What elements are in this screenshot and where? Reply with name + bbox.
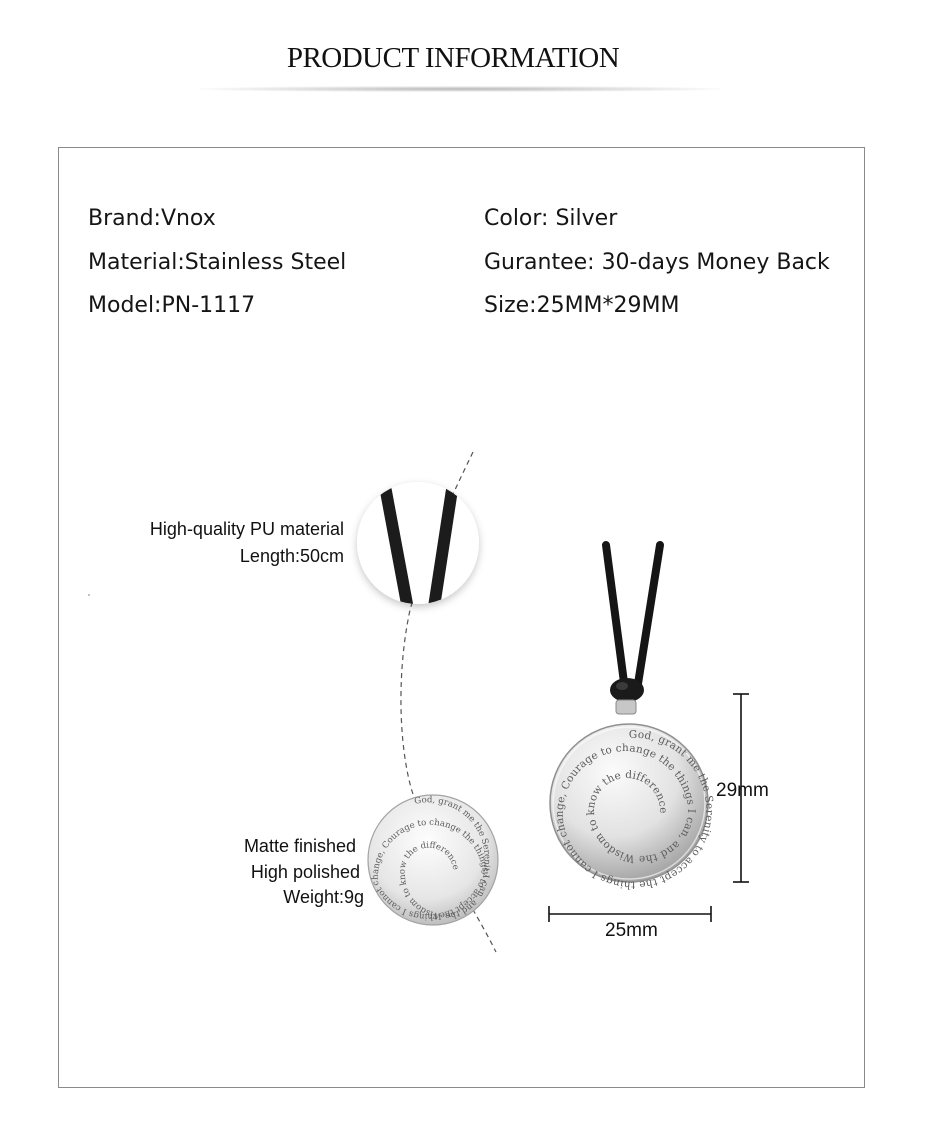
weight-label: Weight:9g <box>283 887 364 907</box>
height-dimension-label: 29mm <box>716 780 769 801</box>
cord-length-label: Length:50cm <box>239 546 344 566</box>
finish-polished-label: High polished <box>250 862 360 882</box>
spec-size: Size:25MM*29MM <box>484 293 680 318</box>
finish-matte-label: Matte finished <box>243 836 356 856</box>
width-dimension-label: 25mm <box>605 920 658 941</box>
pendant-engraving-small: God, grant me the Serenity to accept the things I cannot change, Courage to change the things I can, and the Wisdom to know the difference <box>370 795 492 922</box>
page-title: PRODUCT INFORMATION <box>286 42 620 74</box>
spec-brand: Brand:Vnox <box>88 206 216 231</box>
speck-mark <box>88 594 90 596</box>
spec-material: Material:Stainless Steel <box>88 250 347 275</box>
cord-zoom-circle <box>357 482 479 604</box>
pendant-engraving-large: God, grant me the Serenity to accept the things I cannot change, Courage to change the things I can, and the Wisdom to know the difference <box>553 728 716 891</box>
pendant-large <box>550 724 715 891</box>
cord-material-label: High-quality PU material <box>149 519 344 539</box>
spec-model: Model:PN-1117 <box>88 293 256 318</box>
spec-guarantee: Gurantee: 30-days Money Back <box>484 250 830 275</box>
spec-color: Color: Silver <box>484 206 618 231</box>
pendant-cord <box>606 545 660 714</box>
pendant-small <box>368 795 498 925</box>
